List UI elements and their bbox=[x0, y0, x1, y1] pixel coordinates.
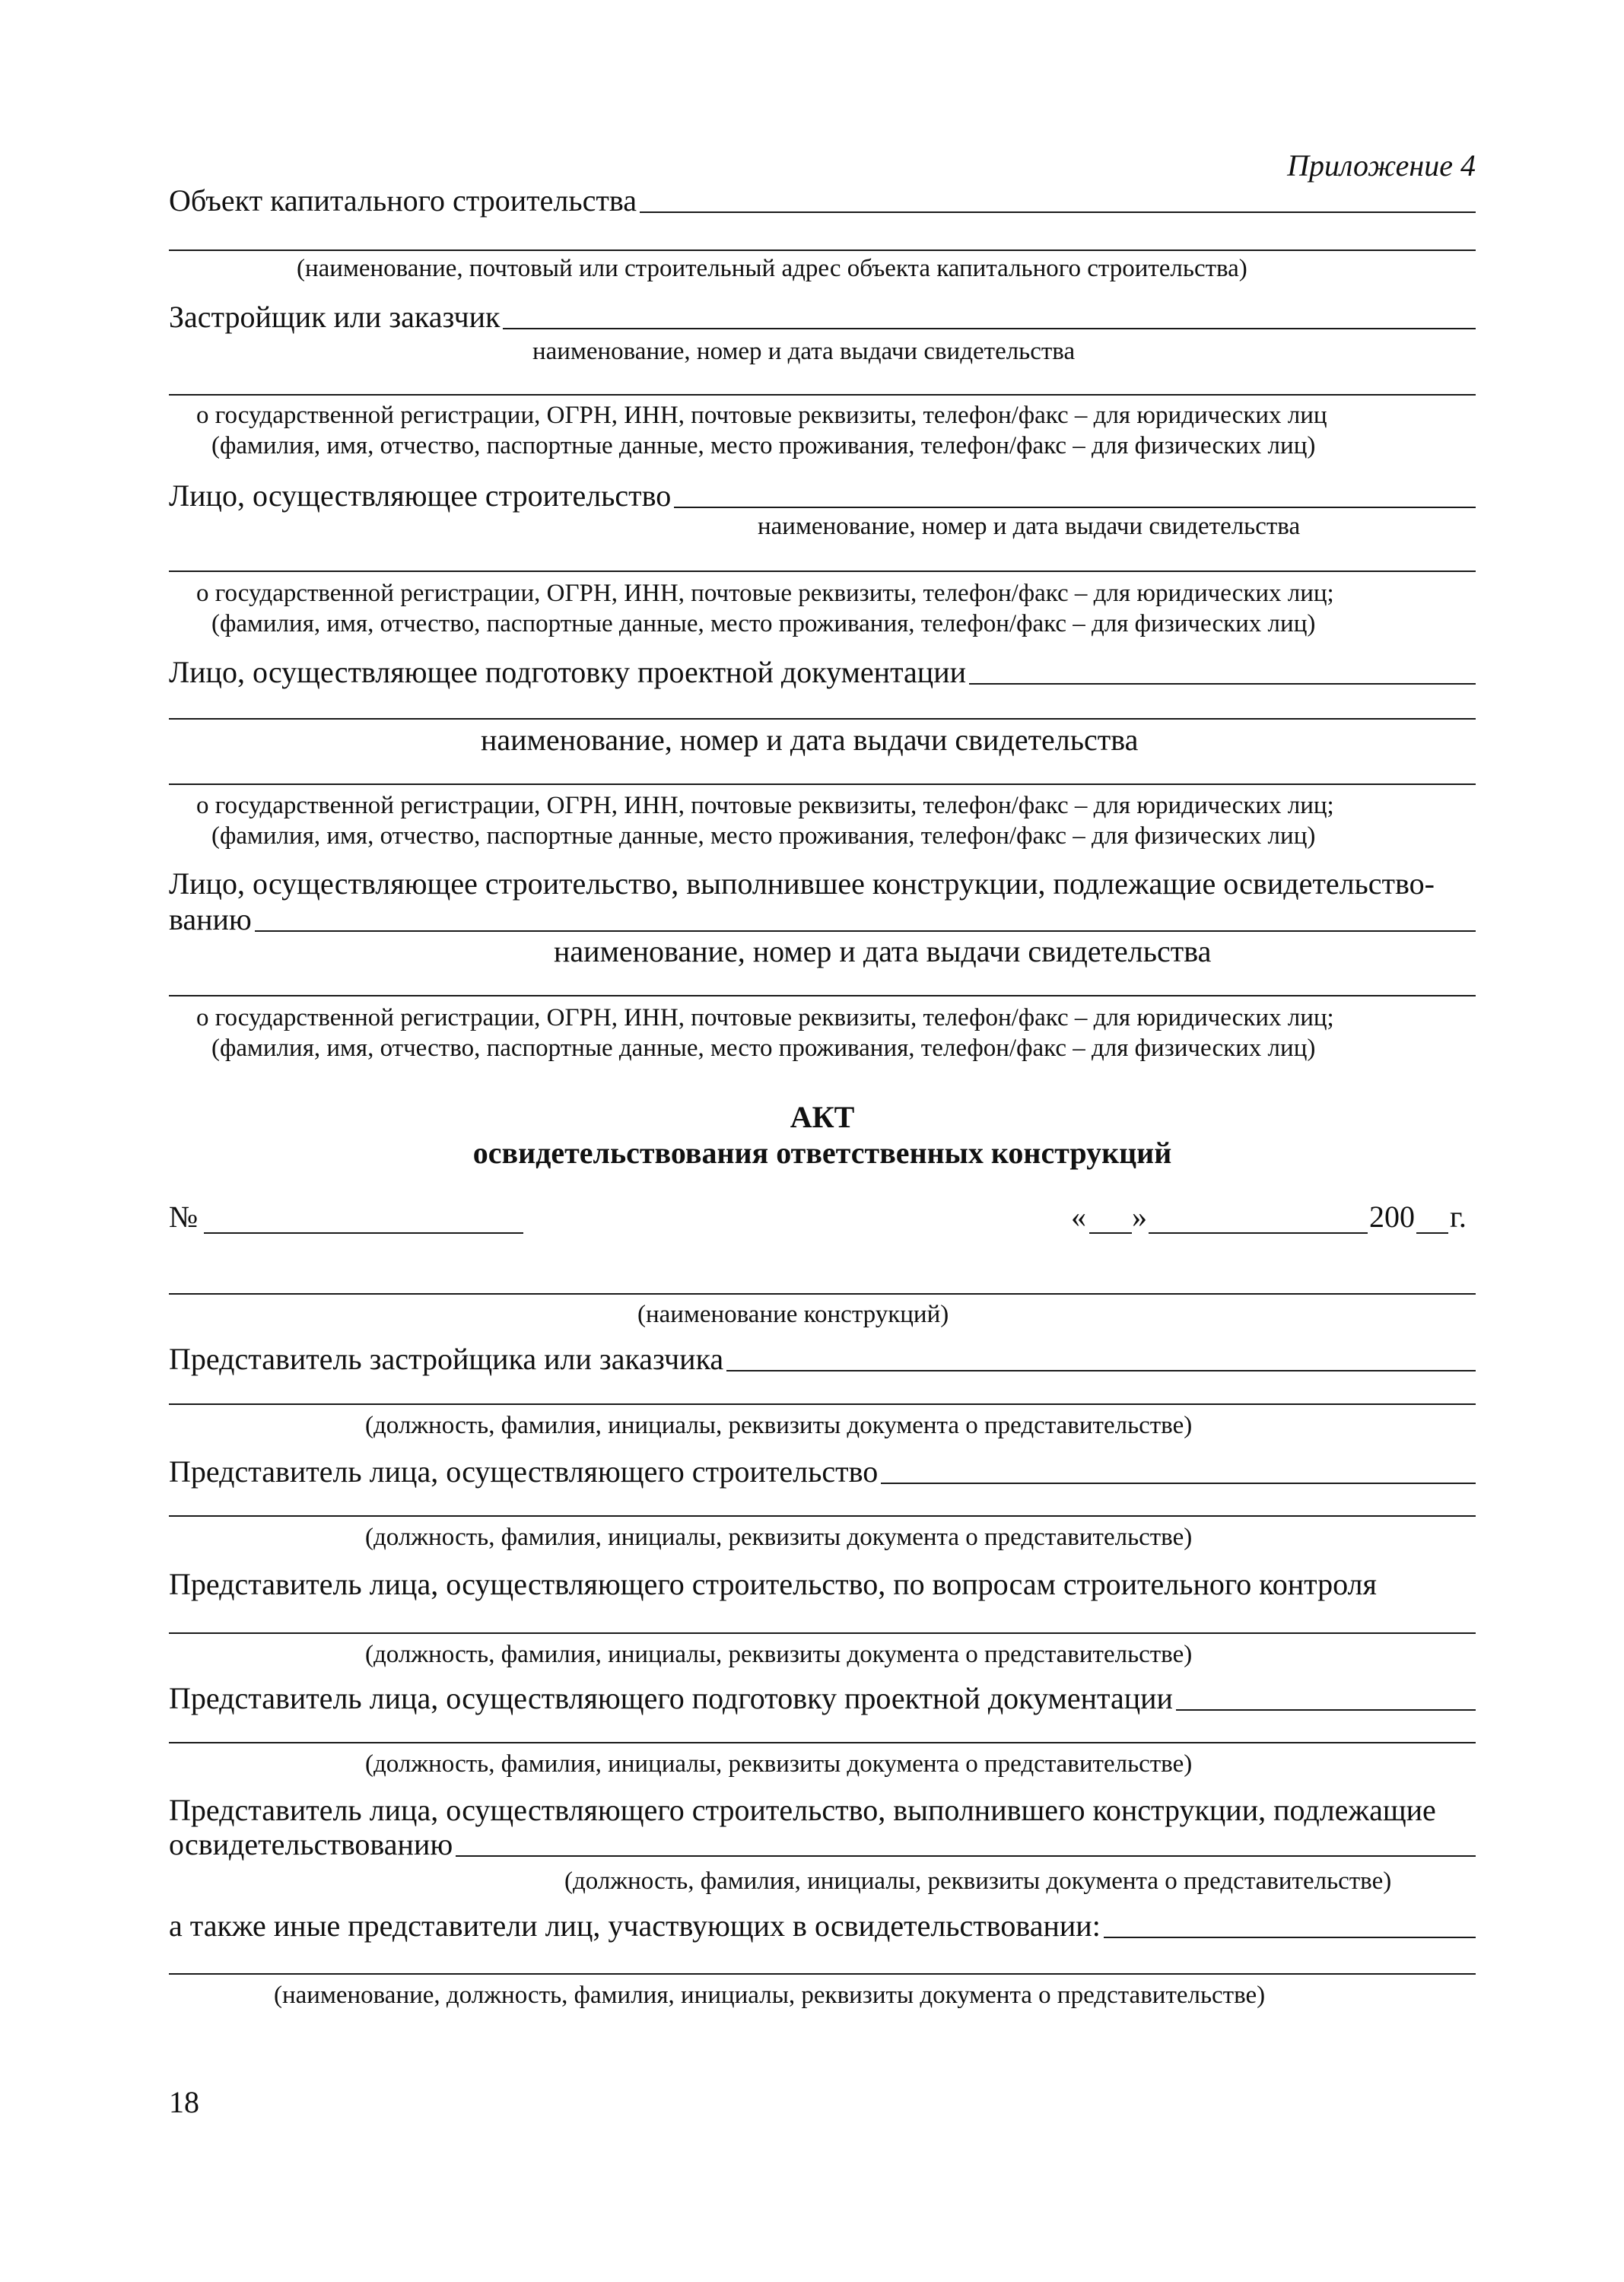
rep-performer-row bbox=[169, 1829, 1476, 1860]
constructions-field[interactable] bbox=[169, 1293, 1476, 1295]
builder-caption3: (фамилия, имя, отчество, паспортные данные, место проживания, телефон/факс – для физических лиц) bbox=[211, 610, 1316, 637]
designer-caption3: (фамилия, имя, отчество, паспортные данные, место проживания, телефон/факс – для физических лиц) bbox=[211, 822, 1316, 850]
builder-label: Лицо, осуществляющее строительство bbox=[169, 478, 672, 513]
rep-control-caption: (должность, фамилия, инициалы, реквизиты документа о представительстве) bbox=[365, 1641, 1193, 1668]
rep-performer-label-line2: освидетельствованию bbox=[169, 1827, 453, 1861]
rep-developer-row bbox=[169, 1344, 1476, 1375]
rep-developer-field[interactable] bbox=[726, 1370, 1476, 1371]
builder-field[interactable] bbox=[674, 507, 1476, 508]
developer-caption1: наименование, номер и дата выдачи свидетельства bbox=[532, 338, 1076, 365]
act-number-field[interactable] bbox=[204, 1232, 523, 1234]
developer-caption3: (фамилия, имя, отчество, паспортные данные, место проживания, телефон/факс – для физических лиц) bbox=[211, 432, 1316, 459]
designer-row bbox=[169, 657, 1476, 688]
number-sign: № bbox=[169, 1200, 199, 1234]
designer-field-line3[interactable] bbox=[169, 783, 1476, 785]
rep-builder-field-line2[interactable] bbox=[169, 1515, 1476, 1517]
object-row bbox=[169, 183, 1476, 218]
rep-builder-field[interactable] bbox=[881, 1483, 1476, 1484]
rep-others-label: а также иные представители лиц, участвующих в освидетельствовании: bbox=[169, 1909, 1101, 1943]
rep-designer-label: Представитель лица, осуществляющего подготовку проектной документации bbox=[169, 1681, 1173, 1715]
rep-others-field-line2[interactable] bbox=[169, 1973, 1476, 1975]
builder-caption1: наименование, номер и дата выдачи свидетельства bbox=[758, 513, 1301, 540]
rep-designer-field-line2[interactable] bbox=[169, 1742, 1476, 1743]
builder-caption2: о государственной регистрации, ОГРН, ИНН, почтовые реквизиты, телефон/факс – для юридических лиц; bbox=[196, 580, 1334, 607]
month-field[interactable] bbox=[1149, 1232, 1368, 1234]
year-field[interactable] bbox=[1416, 1232, 1448, 1234]
day-field[interactable] bbox=[1089, 1232, 1132, 1234]
rep-developer-field-line2[interactable] bbox=[169, 1403, 1476, 1405]
act-title: АКТ bbox=[790, 1100, 855, 1134]
object-field[interactable] bbox=[640, 211, 1476, 213]
performer-caption3: (фамилия, имя, отчество, паспортные данные, место проживания, телефон/факс – для физических лиц) bbox=[211, 1035, 1316, 1062]
designer-caption1: наименование, номер и дата выдачи свидетельства bbox=[481, 723, 1139, 757]
performer-caption2: о государственной регистрации, ОГРН, ИНН, почтовые реквизиты, телефон/факс – для юридических лиц; bbox=[196, 1004, 1334, 1031]
year-suffix: г. bbox=[1450, 1200, 1467, 1234]
builder-row bbox=[169, 478, 1476, 513]
designer-caption2: о государственной регистрации, ОГРН, ИНН, почтовые реквизиты, телефон/факс – для юридических лиц; bbox=[196, 792, 1334, 819]
rep-others-row bbox=[169, 1911, 1476, 1941]
designer-label: Лицо, осуществляющее подготовку проектной документации bbox=[169, 655, 967, 689]
rep-builder-label: Представитель лица, осуществляющего строительство bbox=[169, 1454, 879, 1489]
quote-close: » bbox=[1132, 1200, 1147, 1234]
rep-control-label: Представитель лица, осуществляющего строительство, по вопросам строительного контроля bbox=[169, 1567, 1377, 1601]
developer-field[interactable] bbox=[503, 328, 1476, 329]
quote-open: « bbox=[1071, 1200, 1086, 1234]
rep-control-field[interactable] bbox=[169, 1632, 1476, 1634]
rep-performer-label-line1: Представитель лица, осуществляющего строительство, выполнившего конструкции, подлежащие bbox=[169, 1793, 1436, 1827]
rep-others-field[interactable] bbox=[1104, 1937, 1476, 1938]
rep-builder-caption: (должность, фамилия, инициалы, реквизиты документа о представительстве) bbox=[365, 1524, 1193, 1551]
performer-caption1: наименование, номер и дата выдачи свидетельства bbox=[554, 934, 1212, 968]
rep-designer-caption: (должность, фамилия, инициалы, реквизиты документа о представительстве) bbox=[365, 1750, 1193, 1778]
page-number: 18 bbox=[169, 2085, 199, 2119]
appendix-label: Приложение 4 bbox=[1287, 148, 1476, 183]
act-subtitle: освидетельствования ответственных конструкций bbox=[472, 1136, 1172, 1170]
rep-builder-row bbox=[169, 1454, 1476, 1489]
performer-field-line2[interactable] bbox=[169, 995, 1476, 996]
object-caption: (наименование, почтовый или строительный адрес объекта капитального строительства) bbox=[297, 255, 1247, 282]
performer-field[interactable] bbox=[255, 930, 1476, 932]
rep-performer-field[interactable] bbox=[456, 1855, 1476, 1857]
rep-designer-field[interactable] bbox=[1176, 1709, 1476, 1711]
developer-field-line2[interactable] bbox=[169, 394, 1476, 396]
performer-label-line2: ванию bbox=[169, 902, 252, 936]
rep-others-caption: (наименование, должность, фамилия, инициалы, реквизиты документа о представительстве) bbox=[274, 1982, 1266, 2009]
designer-field[interactable] bbox=[969, 683, 1476, 685]
constructions-caption: (наименование конструкций) bbox=[637, 1301, 949, 1328]
rep-developer-caption: (должность, фамилия, инициалы, реквизиты документа о представительстве) bbox=[365, 1412, 1193, 1439]
developer-caption2: о государственной регистрации, ОГРН, ИНН, почтовые реквизиты, телефон/факс – для юридических лиц bbox=[196, 402, 1327, 429]
developer-label: Застройщик или заказчик bbox=[169, 300, 501, 334]
developer-row bbox=[169, 302, 1476, 332]
year-prefix: 200 bbox=[1369, 1200, 1415, 1234]
performer-row bbox=[169, 904, 1476, 935]
performer-label-line1: Лицо, осуществляющее строительство, выполнившее конструкции, подлежащие освидетельство- bbox=[169, 866, 1435, 901]
object-field-line2[interactable] bbox=[169, 249, 1476, 251]
object-label: Объект капитального строительства bbox=[169, 183, 637, 218]
rep-designer-row bbox=[169, 1683, 1476, 1714]
rep-developer-label: Представитель застройщика или заказчика bbox=[169, 1342, 724, 1376]
rep-performer-caption: (должность, фамилия, инициалы, реквизиты документа о представительстве) bbox=[564, 1867, 1392, 1895]
designer-field-line2[interactable] bbox=[169, 718, 1476, 720]
builder-field-line2[interactable] bbox=[169, 570, 1476, 572]
